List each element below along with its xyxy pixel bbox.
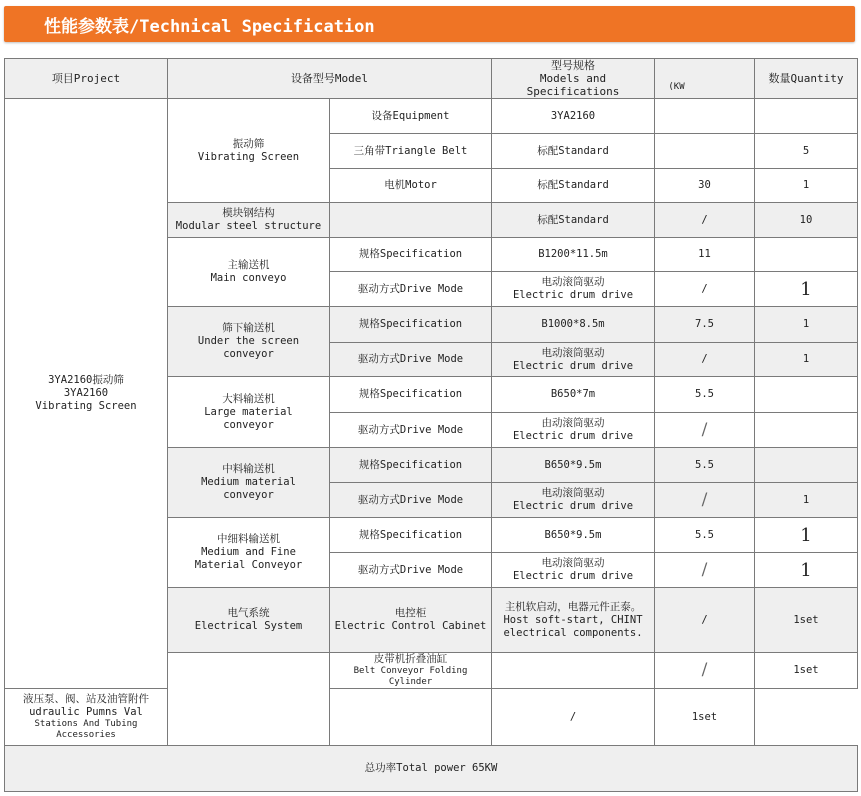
qty-cell xyxy=(755,413,858,448)
item-cell: 驱动方式Drive Mode xyxy=(330,483,492,518)
qty-cell: 1 xyxy=(755,343,858,377)
spec-cell: B1200*11.5m xyxy=(492,238,655,272)
kw-cell: / xyxy=(655,272,755,307)
item-cell: 驱动方式Drive Mode xyxy=(330,272,492,307)
qty-cell: 1 xyxy=(755,518,858,553)
qty-cell: 1set xyxy=(755,588,858,653)
qty-cell: 5 xyxy=(755,134,858,169)
kw-cell: 5.5 xyxy=(655,518,755,553)
qty-cell: 10 xyxy=(755,203,858,238)
item-cell: 驱动方式Drive Mode xyxy=(330,413,492,448)
header-quantity: 数量Quantity xyxy=(755,59,858,99)
item-cell xyxy=(330,203,492,238)
qty-cell: 1set xyxy=(755,653,858,689)
header-row xyxy=(5,59,858,99)
kw-cell xyxy=(655,134,755,169)
group-modular-steel: 模块钢结构 Modular steel structure xyxy=(168,203,330,238)
header-spec: 型号规格 Models and Specifications xyxy=(492,59,655,99)
kw-cell xyxy=(655,99,755,134)
item-cell: 驱动方式Drive Mode xyxy=(330,553,492,588)
kw-cell: / xyxy=(655,588,755,653)
kw-cell: 30 xyxy=(655,169,755,203)
spec-cell: 主机软启动，电器元件正泰。 Host soft-start, CHINT electrical components. xyxy=(492,588,655,653)
kw-cell: / xyxy=(655,343,755,377)
kw-cell: 11 xyxy=(655,238,755,272)
item-cell: 电控柜 Electric Control Cabinet xyxy=(330,588,492,653)
group-vibrating-screen: 振动筛 Vibrating Screen xyxy=(168,99,330,203)
spec-cell xyxy=(492,653,655,689)
group-large-material-conveyor: 大料输送机 Large material conveyor xyxy=(168,377,330,448)
kw-cell: 5.5 xyxy=(655,448,755,483)
group-medium-material-conveyor: 中料输送机 Medium material conveyor xyxy=(168,448,330,518)
kw-cell: 7.5 xyxy=(655,307,755,343)
spec-table xyxy=(4,58,858,792)
qty-cell xyxy=(755,99,858,134)
qty-cell: 1 xyxy=(755,307,858,343)
header-project: 项目Project xyxy=(5,59,168,99)
spec-cell: B650*9.5m xyxy=(492,448,655,483)
group-under-screen-conveyor: 筛下输送机 Under the screen conveyor xyxy=(168,307,330,377)
group-electrical-system: 电气系统 Electrical System xyxy=(168,588,330,653)
kw-cell: / xyxy=(655,553,755,588)
group-main-conveyor: 主输送机 Main conveyo xyxy=(168,238,330,307)
project-cell: 3YA2160振动筛 3YA2160 Vibrating Screen xyxy=(5,99,168,689)
kw-cell: / xyxy=(655,413,755,448)
item-cell: 驱动方式Drive Mode xyxy=(330,343,492,377)
qty-cell xyxy=(755,377,858,413)
item-cell: 规格Specification xyxy=(330,238,492,272)
item-cell: 三角带Triangle Belt xyxy=(330,134,492,169)
item-cell: 设备Equipment xyxy=(330,99,492,134)
spec-cell: B1000*8.5m xyxy=(492,307,655,343)
qty-cell xyxy=(755,448,858,483)
spec-cell xyxy=(330,689,492,746)
spec-cell: 标配Standard xyxy=(492,203,655,238)
page-title: 性能参数表/Technical Specification xyxy=(44,17,375,37)
table-row xyxy=(5,99,858,134)
header-model: 设备型号Model xyxy=(168,59,492,99)
spec-cell: 电动滚筒驱动 Electric drum drive xyxy=(492,272,655,307)
item-cell: 液压泵、阀、站及油管附件 udraulic Pumns Val Stations And Tubing Accessories xyxy=(5,689,168,746)
title-banner xyxy=(4,6,855,42)
spec-cell: 3YA2160 xyxy=(492,99,655,134)
qty-cell xyxy=(755,238,858,272)
item-cell: 电机Motor xyxy=(330,169,492,203)
footer-row xyxy=(5,746,858,792)
qty-cell: 1 xyxy=(755,272,858,307)
kw-cell: / xyxy=(492,689,655,746)
group-hydraulic xyxy=(168,653,330,746)
kw-cell: / xyxy=(655,653,755,689)
item-cell: 规格Specification xyxy=(330,377,492,413)
group-medium-fine-conveyor: 中细料输送机 Medium and Fine Material Conveyor xyxy=(168,518,330,588)
spec-cell: 电动滚筒驱动 Electric drum drive xyxy=(492,553,655,588)
qty-cell: 1 xyxy=(755,553,858,588)
header-kw: (KW xyxy=(655,59,755,99)
total-power: 总功率Total power 65KW xyxy=(5,746,858,792)
spec-cell: B650*7m xyxy=(492,377,655,413)
item-cell: 规格Specification xyxy=(330,307,492,343)
qty-cell: 1set xyxy=(655,689,755,746)
spec-cell: B650*9.5m xyxy=(492,518,655,553)
spec-cell: 电动滚筒驱动 Electric drum drive xyxy=(492,343,655,377)
spec-cell: 标配Standard xyxy=(492,134,655,169)
qty-cell: 1 xyxy=(755,483,858,518)
item-cell: 规格Specification xyxy=(330,448,492,483)
kw-cell: / xyxy=(655,483,755,518)
kw-cell: / xyxy=(655,203,755,238)
table-row xyxy=(5,689,858,746)
item-cell: 规格Specification xyxy=(330,518,492,553)
spec-cell: 标配Standard xyxy=(492,169,655,203)
kw-cell: 5.5 xyxy=(655,377,755,413)
spec-cell: 电动滚筒驱动 Electric drum drive xyxy=(492,483,655,518)
qty-cell: 1 xyxy=(755,169,858,203)
spec-cell: 由动滚筒驱动 Electric drum drive xyxy=(492,413,655,448)
item-cell: 皮带机折叠油缸 Belt Conveyor Folding Cylinder xyxy=(330,653,492,689)
